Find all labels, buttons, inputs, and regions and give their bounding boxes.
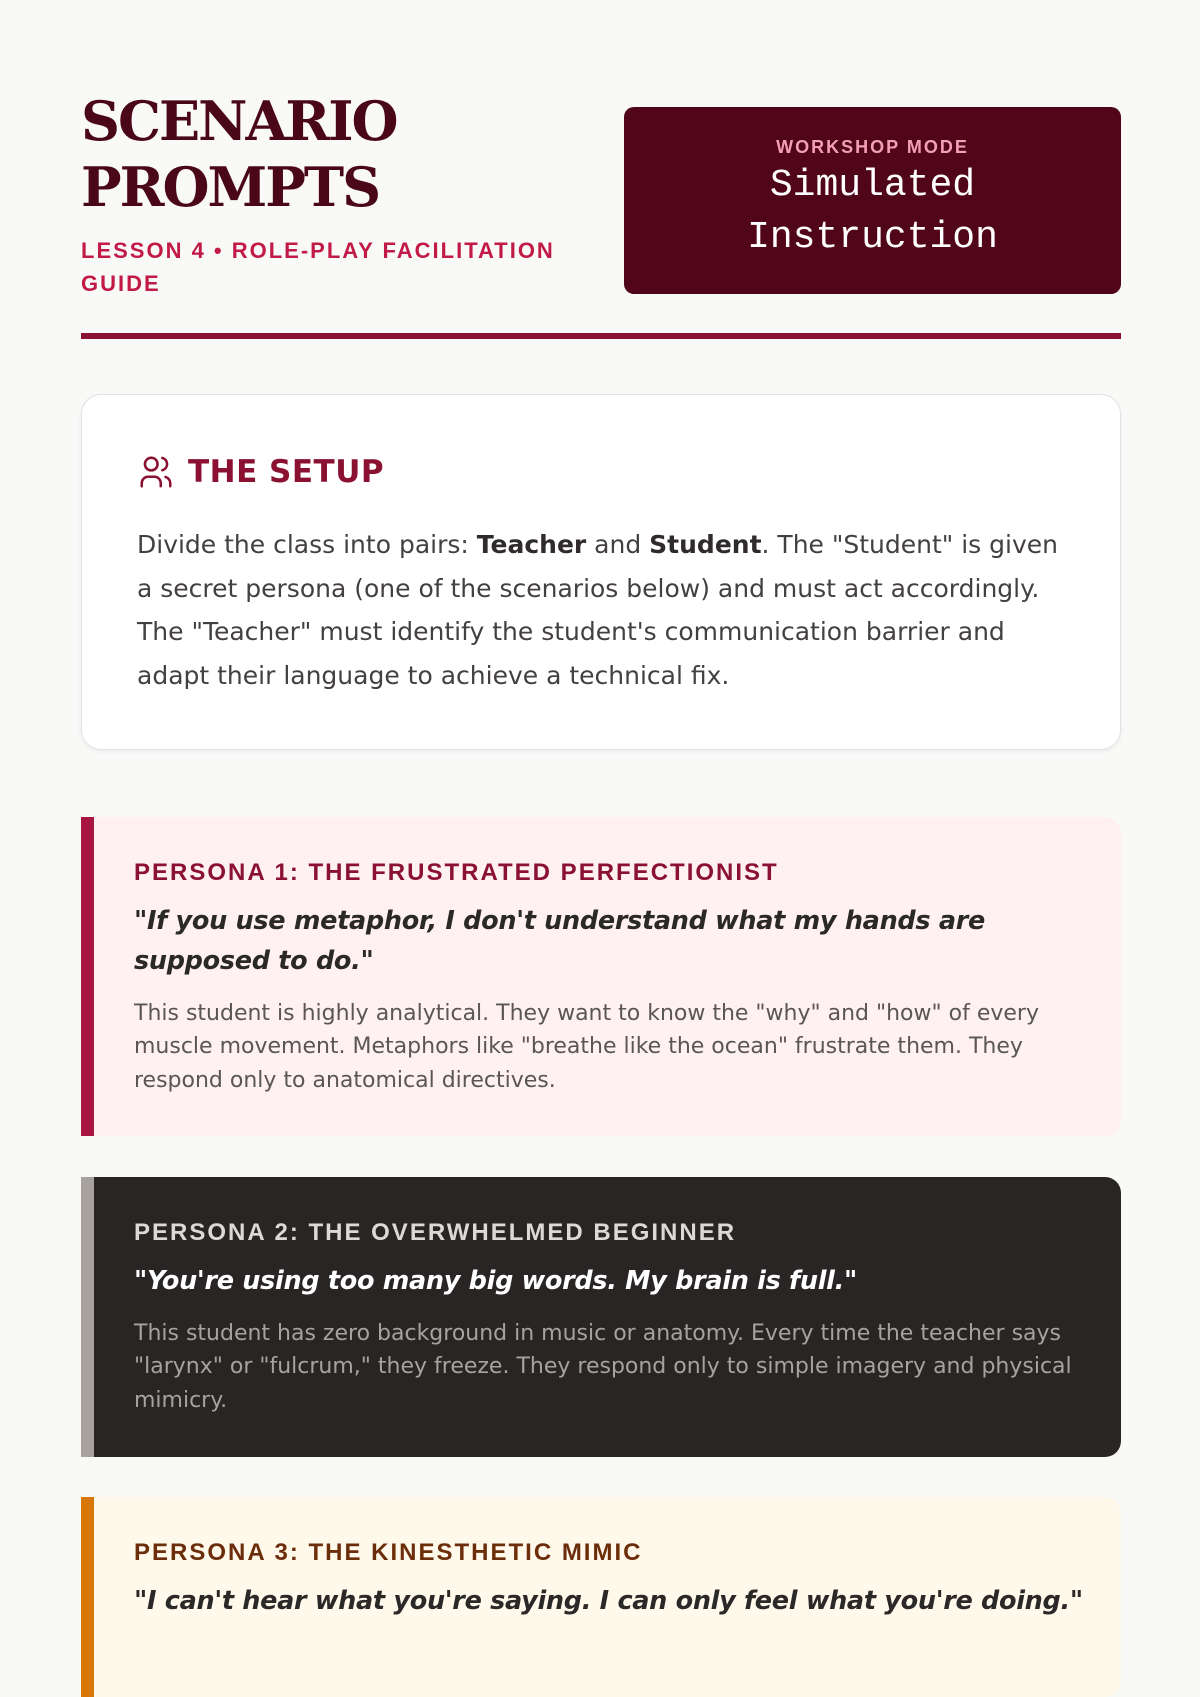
- persona-card-3: [81, 1497, 1121, 1697]
- workshop-mode-label: WORKSHOP MODE: [776, 137, 969, 157]
- setup-role-teacher: Teacher: [476, 530, 587, 559]
- persona-3-accent-bar: [81, 1497, 94, 1697]
- title-block: [81, 88, 601, 340]
- setup-text-3: . The "Student" is given a secret persona (one of the scenarios below) and must act accordingly. The "Teacher" must identify the student's communication barrier and adapt their language to achieve a technical fix.: [137, 530, 1058, 690]
- persona-1-description: This student is highly analytical. They want to know the "why" and "how" of every muscle movement. Metaphors like "breathe like the ocean" frustrate them. They respond only to anatomical directives.: [134, 1001, 1039, 1093]
- page-title: [81, 88, 601, 220]
- lesson-subtitle: LESSON 4 • ROLE-PLAY FACILITATION GUIDE: [81, 238, 555, 296]
- setup-role-student: Student: [649, 530, 762, 559]
- page-title-line-1: SCENARIO: [81, 89, 397, 153]
- persona-2-description: This student has zero background in music or anatomy. Every time the teacher says "larynx" or "fulcrum," they freeze. They respond only to simple imagery and physical mimicry.: [134, 1321, 1072, 1413]
- persona-3-quote: "I can't hear what you're saying. I can only feel what you're doing.": [134, 1586, 1083, 1616]
- persona-1-accent-bar: [81, 817, 94, 1136]
- setup-card: [81, 394, 1121, 750]
- setup-text-1: Divide the class into pairs:: [137, 530, 477, 559]
- workshop-mode-badge: [624, 107, 1121, 294]
- persona-3-title: PERSONA 3: THE KINESTHETIC MIMIC: [134, 1539, 643, 1566]
- persona-2-title: PERSONA 2: THE OVERWHELMED BEGINNER: [134, 1219, 737, 1246]
- persona-2-accent-bar: [81, 1177, 94, 1457]
- page-title-line-2: PROMPTS: [81, 155, 380, 219]
- setup-description: [137, 523, 1077, 697]
- setup-title: THE SETUP: [188, 454, 385, 490]
- page-header: [81, 88, 1121, 340]
- header-divider: [81, 333, 1121, 339]
- persona-1-quote: "If you use metaphor, I don't understand what my hands are supposed to do.": [134, 906, 986, 976]
- persona-card-1: [81, 817, 1121, 1136]
- users-icon: [137, 453, 175, 491]
- persona-1-title: PERSONA 1: THE FRUSTRATED PERFECTIONIST: [134, 859, 779, 886]
- persona-card-2: [81, 1177, 1121, 1457]
- setup-heading: [137, 453, 384, 491]
- setup-text-2: and: [586, 530, 650, 559]
- workshop-mode-value: Simulated Instruction: [747, 164, 998, 259]
- persona-2-quote: "You're using too many big words. My brain is full.": [134, 1266, 857, 1296]
